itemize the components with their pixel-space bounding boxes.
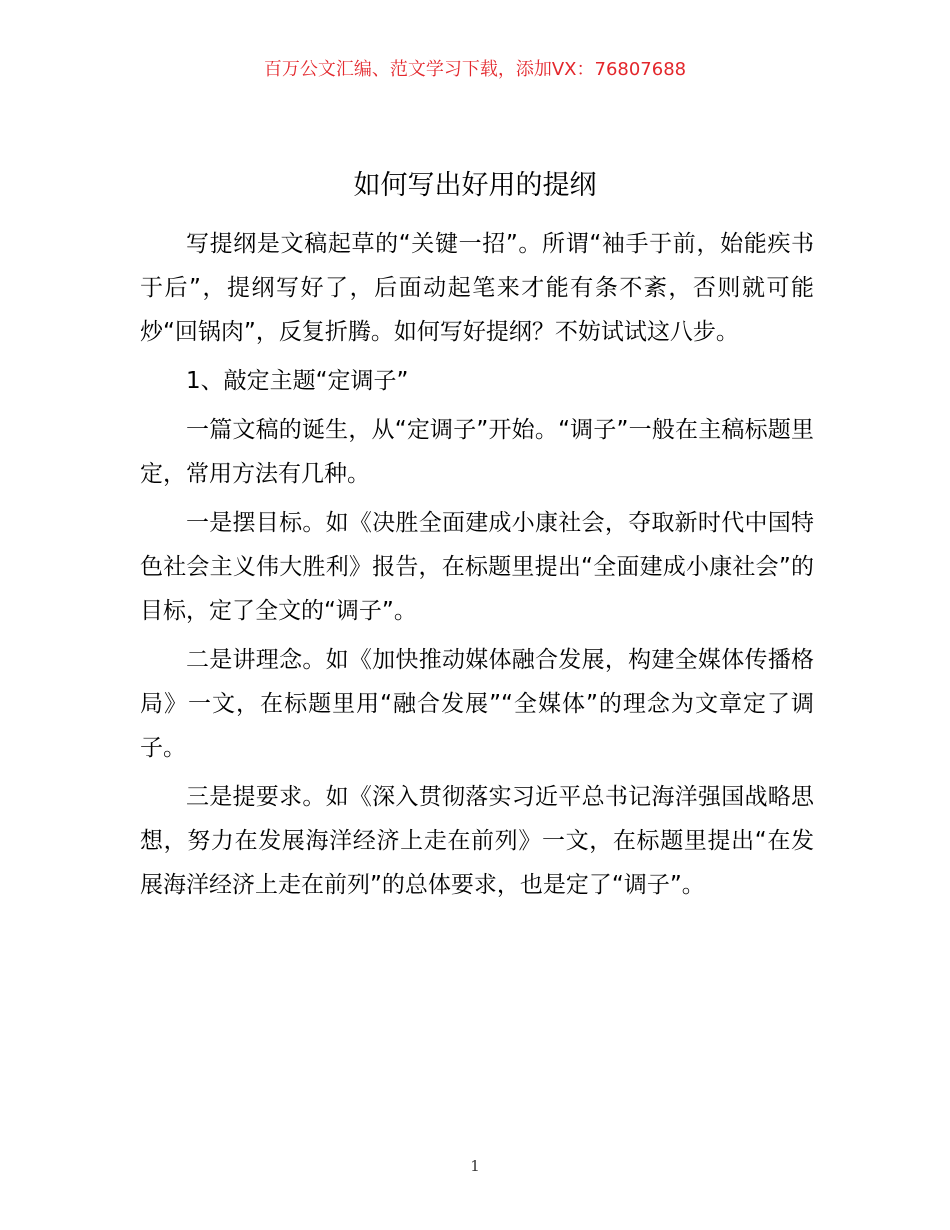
page-number: 1: [470, 1157, 480, 1175]
document-body: [140, 222, 814, 912]
intro-paragraph: 写提纲是文稿起草的“关键一招”。所谓“袖手于前，始能疾书于后”，提纲写好了，后面动起笔来才能有条不紊，否则就可能炒“回锅肉”，反复折腾。如何写好提纲？不妨试试这八步。: [140, 231, 814, 345]
document-title: 如何写出好用的提纲: [353, 170, 597, 201]
body-paragraph: 二是讲理念。如《加快推动媒体融合发展，构建全媒体传播格局》一文，在标题里用“融合发展”“全媒体”的理念为文章定了调子。: [140, 647, 814, 761]
section-heading: 1、敲定主题“定调子”: [186, 368, 409, 394]
body-paragraph: 三是提要求。如《深入贯彻落实习近平总书记海洋强国战略思想，努力在发展海洋经济上走在前列》一文，在标题里提出“在发展海洋经济上走在前列”的总体要求，也是定了“调子”。: [140, 784, 814, 898]
header-promo-note: 百万公文汇编、范文学习下载，添加VX：76807688: [263, 59, 687, 80]
body-paragraph: 一是摆目标。如《决胜全面建成小康社会，夺取新时代中国特色社会主义伟大胜利》报告，在标题里提出“全面建成小康社会”的目标，定了全文的“调子”。: [140, 510, 814, 624]
body-paragraph: 一篇文稿的诞生，从“定调子”开始。“调子”一般在主稿标题里定，常用方法有几种。: [140, 417, 814, 487]
